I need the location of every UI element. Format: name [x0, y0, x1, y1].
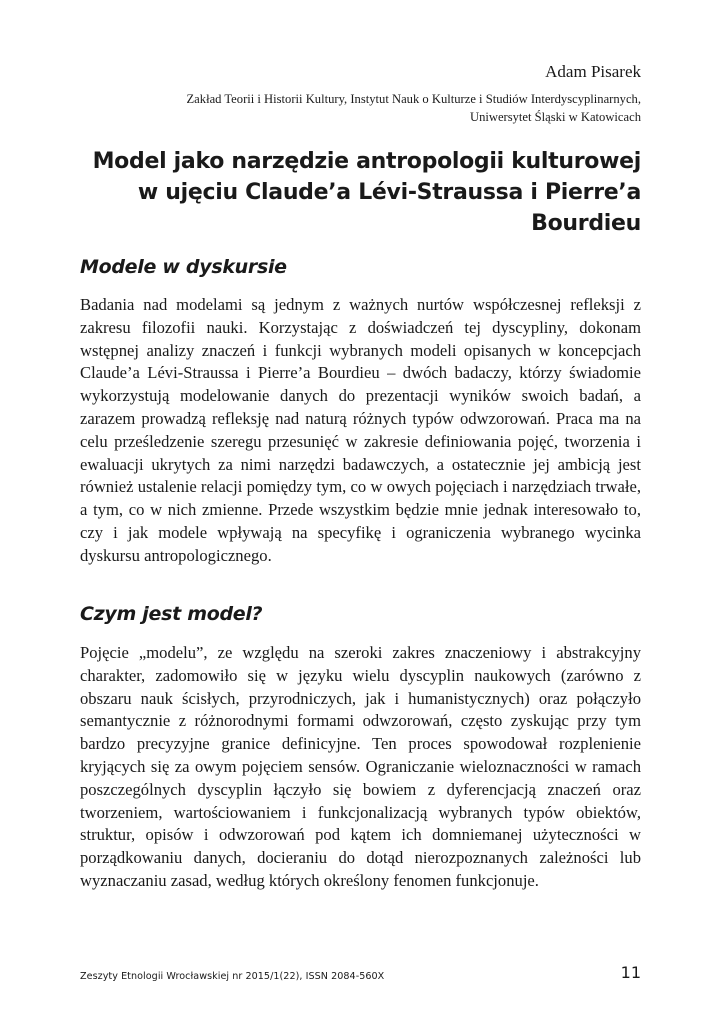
title-line-2: w ujęciu Claude’a Lévi-Straussa i Pierre’a Bourdieu — [137, 180, 641, 236]
affiliation-line-1: Zakład Teorii i Historii Kultury, Instytut Nauk o Kulturze i Studiów Interdyscyplinarnych, — [186, 92, 641, 106]
author-name: Adam Pisarek — [545, 62, 641, 81]
section-heading-1: Modele w dyskursie — [80, 256, 287, 278]
journal-footer: Zeszyty Etnologii Wrocławskiej nr 2015/1(22), ISSN 2084-560X — [80, 971, 385, 982]
section-paragraph-1: Badania nad modelami są jednym z ważnych nurtów współczesnej refleksji z zakresu filozofii nauki. Korzystając z doświadczeń tej dyscypliny, dokonam wstępnej analizy znaczeń i funkcji wybranych modeli opisanych w koncepcjach Claude’a Lévi-Straussa i Pierre’a Bourdieu – dwóch badaczy, którzy świadomie wykorzystują modelowanie danych do prezentacji wyników swoich badań, a zarazem prowadzą refleksję nad naturą różnych typów odwzorowań. Praca ma na celu prześledzenie szeregu przesunięć w zakresie definiowania pojęć, tworzenia i ewaluacji ukrytych za nimi narzędzi badawczych, a ostatecznie jej ambicją jest również ustalenie relacji pomiędzy tym, co w owych pojęciach i narzędziach trwałe, a tym, co w nich zmienne. Przede wszystkim będzie mnie jednak interesowało to, czy i jak modele wpływają na specyfikę i ograniczenia wybranego wycinka dyskursu antropologicznego. — [80, 295, 641, 565]
section-paragraph-2: Pojęcie „modelu”, ze względu na szeroki zakres znaczeniowy i abstrakcyjny charakter, zadomowiło się w języku wielu dyscyplin naukowych (zarówno z obszaru nauk ścisłych, przyrodniczych, jak i humanistycznych) oraz połączyło semantycznie z różnorodnymi formami odwzorowań, często zyskując przy tym bardzo precyzyjne granice definicyjne. Ten proces spowodował rozplenienie kryjących się za owym pojęciem sensów. Ograniczanie wieloznaczności w ramach poszczególnych dyscyplin łączyło się bowiem z dyferencjacją znaczeń oraz tworzeniem, wartościowaniem i funkcjonalizacją wybranych typów obiektów, struktur, opisów i odwzorowań pod kątem ich domniemanej użyteczności w porządkowaniu danych, docieraniu do dotąd nierozpoznanych zależności lub wyznaczaniu zasad, według których określony fenomen funkcjonuje. — [80, 643, 641, 890]
article-title — [41, 146, 641, 239]
author-affiliation — [121, 90, 641, 126]
affiliation-line-2: Uniwersytet Śląski w Katowicach — [469, 110, 641, 124]
section-heading-2: Czym jest model? — [80, 603, 263, 625]
page-number: 11 — [620, 963, 641, 982]
title-line-1: Model jako narzędzie antropologii kulturowej — [92, 149, 641, 174]
